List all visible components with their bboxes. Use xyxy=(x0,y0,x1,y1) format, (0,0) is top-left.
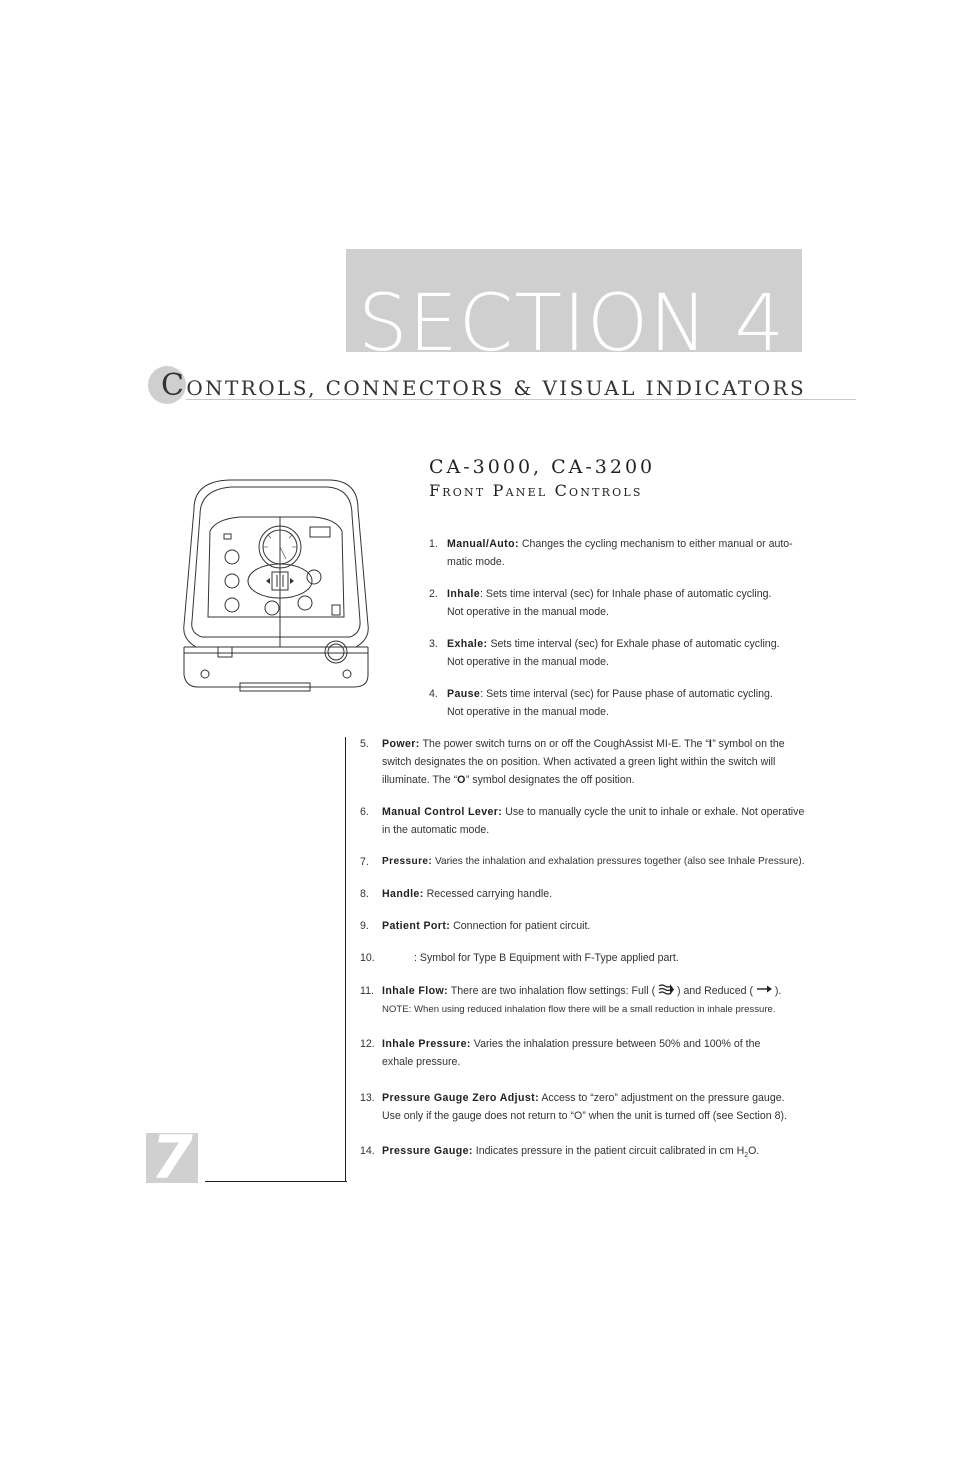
item-text: ) and Reduced ( xyxy=(677,985,753,997)
on-symbol: I xyxy=(708,738,713,750)
list-item-power xyxy=(360,735,810,789)
chapter-title-rest: ONTROLS, CONNECTORS & VISUAL INDICATORS xyxy=(186,376,807,400)
item-text-line: Sets time interval (sec) for Exhale phase of automatic cycling. xyxy=(490,638,780,650)
list-item-type-b-symbol xyxy=(360,949,810,967)
item-body xyxy=(382,1142,810,1165)
item-number: 8. xyxy=(360,888,369,900)
item-text-line: Not operative in the manual mode. xyxy=(447,706,609,718)
item-number: 10. xyxy=(360,952,375,964)
item-body xyxy=(447,535,793,571)
device-models-heading: CA-3000, CA-3200 xyxy=(429,456,656,478)
list-item-handle xyxy=(360,885,810,903)
list-item-pause xyxy=(429,685,809,721)
item-body xyxy=(447,685,773,721)
list-item-pressure-gauge xyxy=(360,1142,810,1160)
item-body xyxy=(382,1035,810,1071)
list-item-gauge-zero-adjust xyxy=(360,1089,810,1125)
item-text-line: Changes the cycling mechanism to either manual or auto- xyxy=(521,538,793,550)
chapter-title-initial: C xyxy=(161,368,187,403)
list-item-inhale-pressure xyxy=(360,1035,810,1071)
item-number: 1. xyxy=(429,538,438,550)
item-body xyxy=(382,735,810,789)
item-text-line: Use to manually cycle the unit to inhale or exhale. Not operative xyxy=(505,806,805,818)
item-label: Pressure Gauge Zero Adjust: xyxy=(382,1092,539,1104)
section-banner xyxy=(346,249,802,352)
item-text-line: exhale pressure. xyxy=(382,1056,461,1068)
item-text-line: Access to “zero” adjustment on the pressure gauge. xyxy=(541,1092,785,1104)
item-label: Pressure Gauge: xyxy=(382,1145,473,1157)
off-symbol: O xyxy=(457,774,466,786)
item-number: 14. xyxy=(360,1145,375,1157)
item-label: Manual/Auto: xyxy=(447,538,519,550)
item-text: Indicates pressure in the patient circuit calibrated in cm H xyxy=(475,1145,745,1157)
subscript-2: 2 xyxy=(744,1152,749,1160)
item-text-line: in the automatic mode. xyxy=(382,824,490,836)
item-text: The power switch turns on or off the CoughAssist MI-E. The “ xyxy=(422,738,709,750)
item-number: 9. xyxy=(360,920,369,932)
item-label: Inhale Pressure: xyxy=(382,1038,471,1050)
item-label: Exhale: xyxy=(447,638,488,650)
item-text: O. xyxy=(748,1145,760,1157)
item-number: 5. xyxy=(360,738,369,750)
page-number: 7 xyxy=(151,1133,193,1183)
item-text: ). xyxy=(774,985,782,997)
single-arrow-icon xyxy=(756,985,772,993)
item-text: ” symbol on the xyxy=(712,738,785,750)
item-text-line: Recessed carrying handle. xyxy=(426,888,553,900)
list-item-manual-control-lever xyxy=(360,803,810,839)
item-number: 7. xyxy=(360,856,369,868)
item-text-line: Not operative in the manual mode. xyxy=(447,606,609,618)
item-text: illuminate. The “ xyxy=(382,774,458,786)
item-number: 12. xyxy=(360,1038,375,1050)
section-title: SECTION 4 xyxy=(358,279,786,352)
item-text-line: Connection for patient circuit. xyxy=(453,920,591,932)
list-item-inhale-flow xyxy=(360,982,810,1018)
chapter-title xyxy=(161,368,806,403)
item-text-line: Varies the inhalation pressure between 50% and 100% of the xyxy=(473,1038,761,1050)
item-label: Patient Port: xyxy=(382,920,451,932)
item-note: NOTE: When using reduced inhalation flow there will be a small reduction in inhale pressure. xyxy=(382,1004,776,1015)
item-text-line: : Sets time interval (sec) for Inhale phase of automatic cycling. xyxy=(480,588,772,600)
item-body xyxy=(382,982,810,1019)
list-item-inhale xyxy=(429,585,809,621)
item-label: Manual Control Lever: xyxy=(382,806,503,818)
item-number: 13. xyxy=(360,1092,375,1104)
column-divider-rule xyxy=(345,737,346,1182)
item-body xyxy=(414,949,810,967)
item-text-line: Not operative in the manual mode. xyxy=(447,656,609,668)
item-label: Pressure: xyxy=(382,856,433,867)
item-text-line: Varies the inhalation and exhalation pressures together (also see Inhale Pressure). xyxy=(434,856,805,867)
item-number: 6. xyxy=(360,806,369,818)
item-body xyxy=(382,853,810,871)
chapter-rule xyxy=(186,399,856,400)
item-label: Handle: xyxy=(382,888,424,900)
item-body xyxy=(382,803,810,839)
list-item-patient-port xyxy=(360,917,810,935)
item-label: Pause xyxy=(447,688,481,700)
item-number: 3. xyxy=(429,638,438,650)
item-label: Power: xyxy=(382,738,420,750)
item-text-line: switch designates the on position. When activated a green light within the switch will xyxy=(382,756,776,768)
item-text-line: Use only if the gauge does not return to “O” when the unit is turned off (see Section 8). xyxy=(382,1110,787,1122)
list-item-manual-auto xyxy=(429,535,809,571)
item-body xyxy=(382,885,810,903)
triple-wave-arrow-icon xyxy=(658,984,674,995)
cough-assist-unit-illustration xyxy=(180,475,372,693)
item-text-line: matic mode. xyxy=(447,556,505,568)
item-number: 4. xyxy=(429,688,438,700)
item-label: Inhale xyxy=(447,588,481,600)
list-item-exhale xyxy=(429,635,809,671)
page-footer-rule xyxy=(205,1181,347,1182)
item-text: There are two inhalation flow settings: Full ( xyxy=(450,985,656,997)
item-label: Inhale Flow: xyxy=(382,985,449,997)
item-body xyxy=(382,1089,810,1125)
item-body xyxy=(447,585,771,621)
device-subtitle: Front Panel Controls xyxy=(429,481,643,500)
page-number-box xyxy=(146,1133,198,1183)
item-body xyxy=(447,635,780,671)
item-body xyxy=(382,917,810,935)
list-item-pressure xyxy=(360,853,810,871)
item-number: 11. xyxy=(360,985,374,997)
item-text-line: : Sets time interval (sec) for Pause phase of automatic cycling. xyxy=(480,688,773,700)
item-number: 2. xyxy=(429,588,438,600)
item-text-line: : Symbol for Type B Equipment with F-Type applied part. xyxy=(414,952,679,964)
item-text: ” symbol designates the off position. xyxy=(465,774,635,786)
